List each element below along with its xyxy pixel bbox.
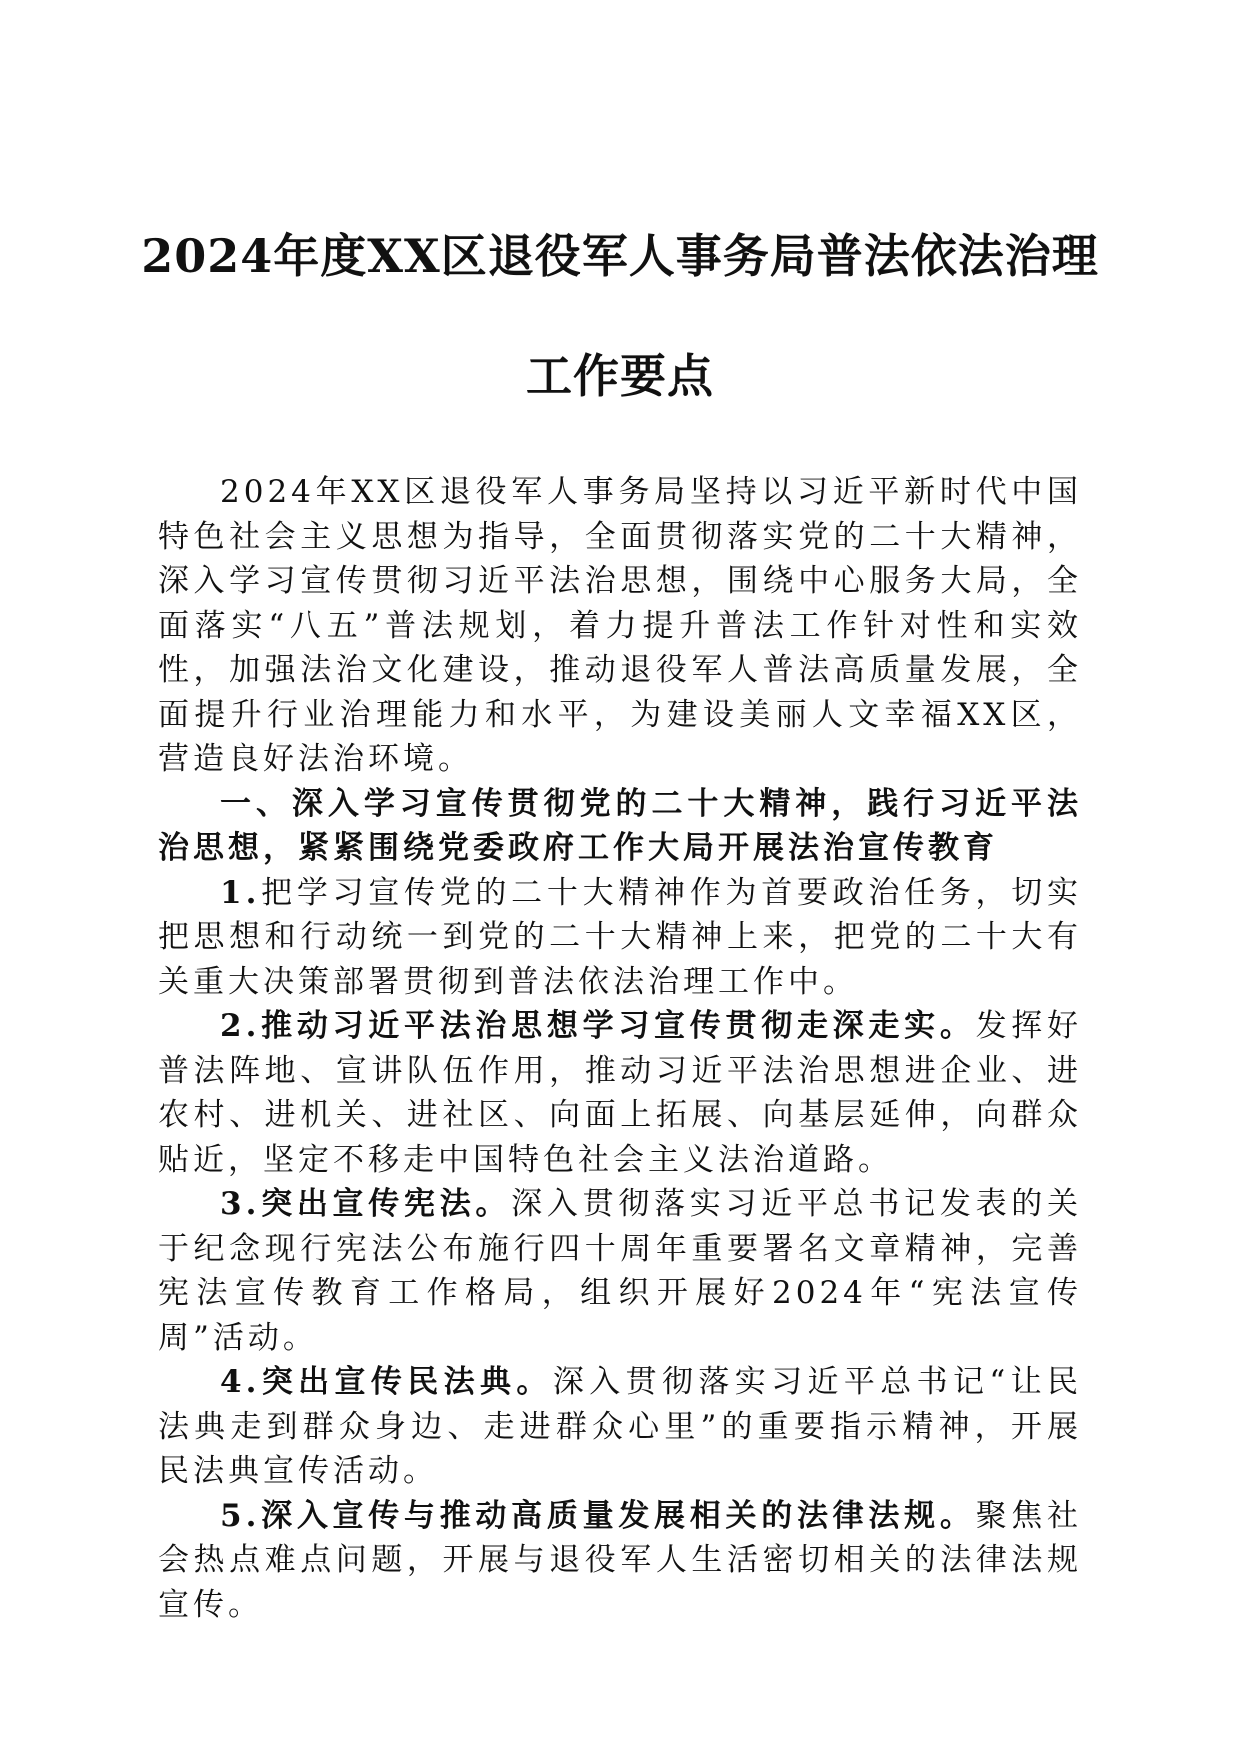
item-number: 5. [220,1497,261,1534]
item-number: 3. [220,1186,261,1222]
item-lead: 推动习近平法治思想学习宣传贯彻走深走实。 [260,1008,976,1044]
section-heading [158,782,1082,871]
list-item [158,1182,1082,1360]
item-number: 1. [220,874,261,911]
list-item [158,1360,1082,1494]
document-title-line-2: 工作要点 [526,349,714,403]
item-text: 聚焦社会热点难点问题，开展与退役军人生活密切相关的法律法规宣传。 [158,1497,1083,1623]
list-item [158,1494,1082,1628]
item-lead: 突出宣传民法典。 [260,1364,553,1400]
item-text: 发挥好普法阵地、宣讲队伍作用，推动习近平法治思想进企业、进农村、进机关、进社区、向面上拓展、向基层延伸，向群众贴近，坚定不移走中国特色社会主义法治道路。 [158,1008,1083,1178]
item-number: 4. [220,1364,261,1400]
item-text: 把学习宣传党的二十大精神作为首要政治任务，切实把思想和行动统一到党的二十大精神上来，把党的二十大有关重大决策部署贯彻到普法依法治理工作中。 [158,874,1082,1000]
list-item [158,871,1082,1005]
item-lead: 突出宣传宪法。 [260,1186,512,1222]
document-title-line-1: 2024年度XX区退役军人事务局普法依法治理 [141,229,1099,283]
item-lead: 深入宣传与推动高质量发展相关的法律法规。 [260,1497,976,1534]
intro-paragraph: 2024年XX区退役军人事务局坚持以习近平新时代中国特色社会主义思想为指导，全面贯彻落实党的二十大精神，深入学习宣传贯彻习近平法治思想，围绕中心服务大局，全面落实“八五”普法规划，着力提升普法工作针对性和实效性，加强法治文化建设，推动退役军人普法高质量发展，全面提升行业治理能力和水平，为建设美丽人文幸福XX区，营造良好法治环境。 [158,474,1082,777]
item-number: 2. [220,1008,261,1044]
section-heading-text: 一、深入学习宣传贯彻党的二十大精神，践行习近平法治思想，紧紧围绕党委政府工作大局开展法治宣传教育 [158,785,1082,866]
item-text: 深入贯彻落实习近平总书记“让民法典走到群众身边、走进群众心里”的重要指示精神，开展民法典宣传活动。 [158,1364,1082,1489]
document-body [158,470,1082,1627]
item-text: 深入贯彻落实习近平总书记发表的关于纪念现行宪法公布施行四十周年重要署名文章精神，完善宪法宣传教育工作格局，组织开展好2024年“宪法宣传周”活动。 [158,1186,1083,1356]
list-item [158,1004,1082,1182]
